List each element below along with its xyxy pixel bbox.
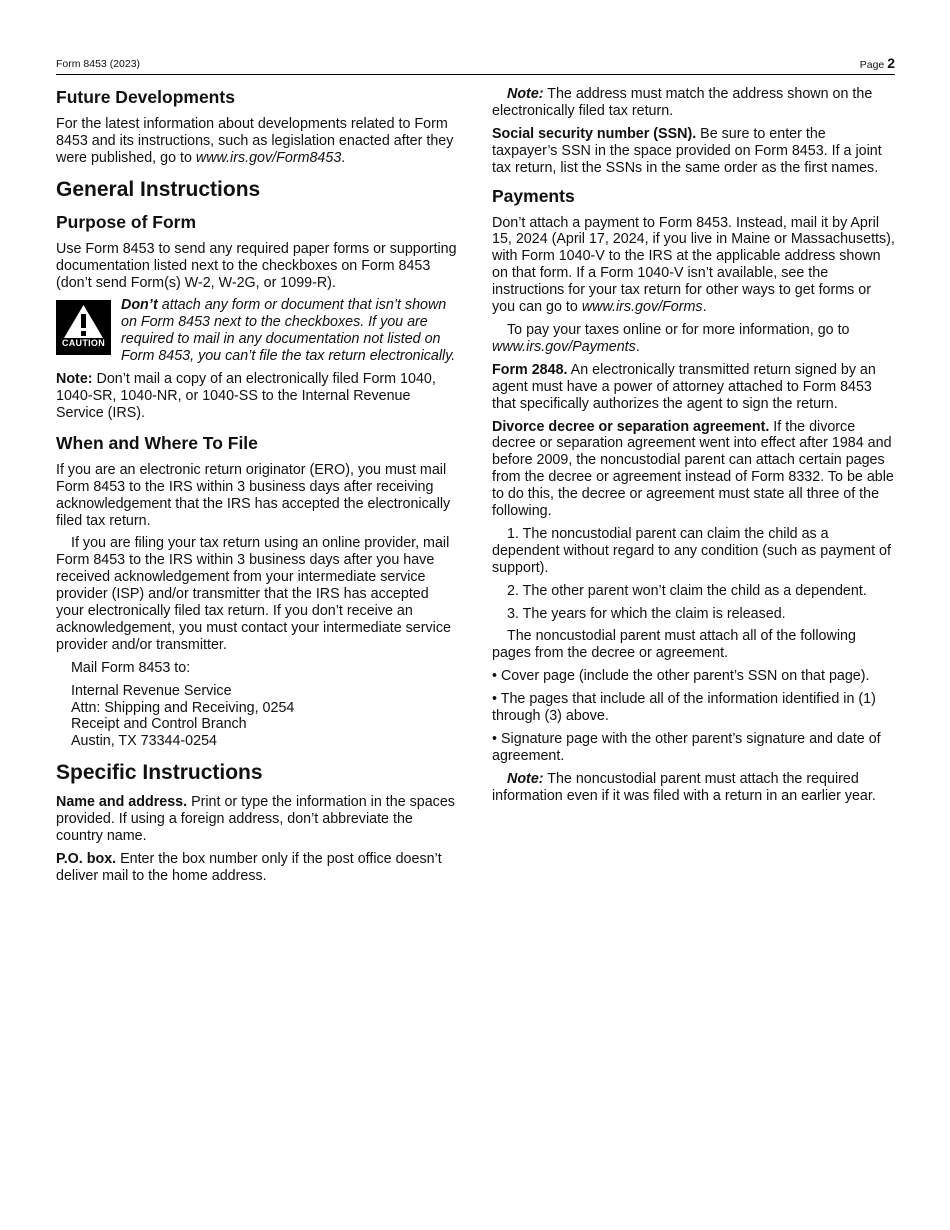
form2848-paragraph [492, 362, 895, 413]
name-address-paragraph [56, 794, 460, 845]
caution-text [121, 297, 455, 364]
final-note [492, 771, 895, 805]
list-item: 2. The other parent won’t claim the child as a dependent. [507, 582, 867, 599]
bullet-item: • Signature page with the other parent’s signature and date of agreement. [492, 731, 881, 764]
pobox-paragraph [56, 851, 460, 885]
note1-text: The address must match the address shown on the electronically filed tax return. [492, 86, 873, 119]
page-indicator [860, 55, 895, 71]
address-line: Austin, TX 73344-0254 [71, 733, 217, 750]
note-label: Note: [56, 371, 93, 388]
name-address-text: Print or type the information in the spaces provided. If using a foreign address, don’t abbreviate the country name. [56, 794, 455, 845]
purpose-heading: Purpose of Form [56, 211, 197, 232]
when-paragraph-1: If you are an electronic return originator (ERO), you must mail Form 8453 to the IRS within 3 business days after receiving acknowledgement that the IRS has accepted the electronically filed tax return. [56, 461, 451, 529]
bullet-item: • The pages that include all of the information identified in (1) through (3) above. [492, 691, 876, 725]
page-number: 2 [887, 55, 895, 71]
address-note [492, 86, 895, 120]
future-text: For the latest information about developments related to Form 8453 and its instructions, such as legislation enacted after they were published, go to [56, 116, 454, 166]
list-item: 1. The noncustodial parent can claim the child as a dependent without regard to any condition (such as payment of support). [492, 525, 891, 576]
form2848-label: Form 2848. [492, 361, 568, 378]
divorce-paragraph [492, 419, 895, 520]
payments-link[interactable]: www.irs.gov/Payments [492, 338, 636, 355]
form2848-text: An electronically transmitted return signed by an agent must have a power of attorney attached to Form 8453 that specifically authorizes the agent to sign the return. [492, 361, 876, 412]
note1-label: Note: [507, 86, 544, 102]
caution-body: attach any form or document that isn’t shown on Form 8453 next to the checkboxes. If you are required to mail in any documentation not listed on Form 8453, you can’t file the tax return electronically. [121, 297, 456, 365]
caution-icon [56, 300, 111, 355]
name-address-label: Name and address. [56, 794, 188, 811]
note-text: Don’t mail a copy of an electronically filed Form 1040, 1040-SR, 1040-NR, or 1040-SS to the Internal Revenue Service (IRS). [56, 371, 436, 421]
page-header [56, 55, 895, 75]
future-developments-heading: Future Developments [56, 87, 235, 107]
payments-text-1: Don’t attach a payment to Form 8453. Instead, mail it by April 15, 2024 (April 17, 2024, if you live in Maine or Massachusetts), with Form 1040-V to the IRS at the applicable address shown on that form. If a Form 1040-V isn’t available, see the instructions for your tax return for other ways to get forms or you can go to [492, 214, 895, 316]
caution-label: CAUTION [61, 337, 106, 348]
divorce-label: Divorce decree or separation agreement. [492, 418, 770, 435]
page-word: Page [859, 59, 885, 71]
future-developments-text: For the latest information about developments related to Form 8453 and its instructions, such as legislation enacted after they were published, go to www.irs.gov/Form8453. [56, 116, 454, 166]
note-paragraph [56, 371, 460, 422]
address-line: Internal Revenue Service [71, 682, 232, 699]
mailing-address [56, 683, 460, 751]
when-where-heading: When and Where To File [56, 432, 258, 453]
bullet-item: • Cover page (include the other parent’s SSN on that page). [492, 668, 870, 685]
payments-paragraph-1: Don’t attach a payment to Form 8453. Instead, mail it by April 15, 2024 (April 17, 2024, if you live in Maine or Massachusetts), with Form 1040-V to the IRS at the applicable address shown on that form. If a Form 1040-V isn’t available, see the instructions for your tax return for other ways to get forms or you can go to www.irs.gov/Forms. [492, 214, 895, 316]
general-instructions-heading: General Instructions [56, 177, 261, 201]
payments-heading: Payments [492, 185, 575, 206]
left-column [56, 86, 460, 891]
forms-link[interactable]: www.irs.gov/Forms [581, 299, 703, 316]
note2-label: Note: [507, 770, 544, 787]
address-line: Receipt and Control Branch [71, 716, 247, 733]
future-link[interactable]: www.irs.gov/Form8453 [195, 149, 342, 166]
caution-bold: Don’t [121, 297, 158, 314]
address-line: Attn: Shipping and Receiving, 0254 [71, 699, 295, 716]
pobox-label: P.O. box. [56, 851, 117, 867]
when-paragraph-2: If you are filing your tax return using an online provider, mail Form 8453 to the IRS within 3 business days after you have received acknowledgement from your intermediate service provider (ISP) and/or transmitter that the IRS has accepted your electronically filed tax return. If you don’t receive an acknowledgement, you must contact your intermediate service provider and/or transmitter. [56, 535, 451, 653]
attach-paragraph: The noncustodial parent must attach all of the following pages from the decree or agreement. [492, 628, 856, 662]
purpose-text: Use Form 8453 to send any required paper forms or supporting documentation listed next to the checkboxes on Form 8453 (don’t send Form(s) W-2, W-2G, or 1099-R). [56, 240, 457, 291]
specific-instructions-heading: Specific Instructions [56, 761, 263, 785]
ssn-paragraph [492, 126, 895, 177]
ssn-text: Be sure to enter the taxpayer’s SSN in the space provided on Form 8453. If a joint tax return, list the SSNs in the same order as the first names. [492, 125, 882, 176]
ssn-label: Social security number (SSN). [492, 125, 697, 142]
note2-text: The noncustodial parent must attach the required information even if it was filed with a return in an earlier year. [492, 770, 876, 804]
caution-block [56, 297, 460, 365]
payments-text-2: To pay your taxes online or for more information, go to [507, 321, 850, 338]
right-column [492, 86, 895, 811]
payments-paragraph-2: To pay your taxes online or for more information, go to www.irs.gov/Payments. [492, 321, 850, 355]
pobox-text: Enter the box number only if the post office doesn’t deliver mail to the home address. [56, 851, 442, 884]
divorce-text: If the divorce decree or separation agreement went into effect after 1984 and before 2009, the noncustodial parent can attach certain pages from the decree or agreement instead of Form 8332. To be able to do this, the decree or agreement must state all three of the following. [492, 418, 894, 520]
form-label: Form 8453 (2023) [56, 58, 141, 70]
mail-to-text: Mail Form 8453 to: [71, 659, 191, 676]
list-item: 3. The years for which the claim is released. [507, 605, 786, 622]
